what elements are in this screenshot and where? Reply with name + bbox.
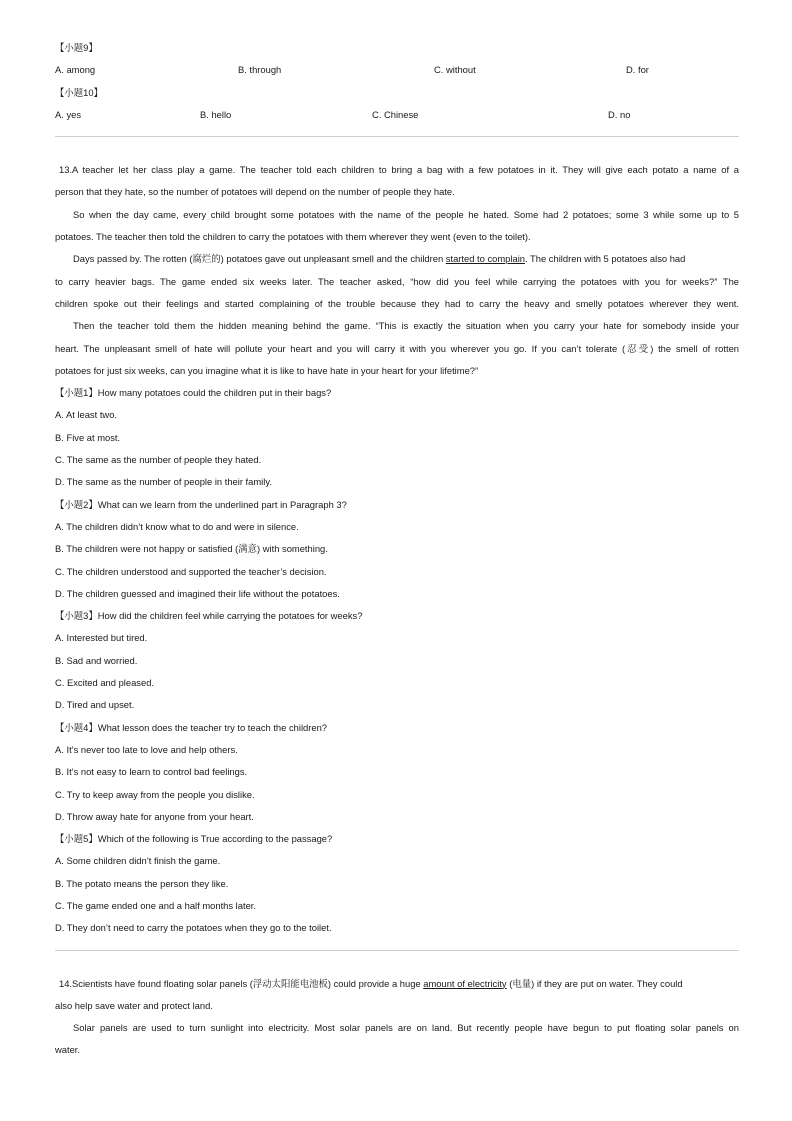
option-10-b: B. hello	[200, 108, 232, 120]
question-3-option: A. Interested but tired.	[55, 632, 148, 644]
question-4-option: B. It’s not easy to learn to control bad feelings.	[55, 766, 248, 778]
passage-14-line: water.	[55, 1044, 81, 1056]
question-5-option: D. They don’t need to carry the potatoes when they go to the toilet.	[55, 922, 332, 934]
question-2-option: C. The children understood and supported the teacher’s decision.	[55, 565, 327, 577]
question-4-option: D. Throw away hate for anyone from your heart.	[55, 810, 254, 822]
section-divider	[55, 950, 739, 951]
question-4-option: C. Try to keep away from the people you dislike.	[55, 788, 255, 800]
passage-13-line: person that they hate, so the number of potatoes will depend on the number of people they hate.	[55, 186, 455, 198]
question-5-option: A. Some children didn’t finish the game.	[55, 855, 221, 867]
passage-13-line: to carry heavier bags. The game ended six weeks later. The teacher asked, “how did you feel while carrying the potatoes with you for weeks?” The	[55, 275, 739, 287]
question-1-option: A. At least two.	[55, 409, 118, 421]
question-2-option: A. The children didn’t know what to do and were in silence.	[55, 520, 299, 532]
option-10-d: D. no	[608, 108, 631, 120]
question-2-option: B. The children were not happy or satisfied (满意) with something.	[55, 543, 328, 555]
passage-13-line: 13.A teacher let her class play a game. The teacher told each children to bring a bag with a few potatoes in it. They will give each potato a name of a	[59, 164, 739, 176]
question-stem-3: 【小题3】How did the children feel while carrying the potatoes for weeks?	[55, 610, 363, 622]
question-stem-4: 【小题4】What lesson does the teacher try to teach the children?	[55, 721, 328, 733]
passage-14-line: 14.Scientists have found floating solar panels (浮动太阳能电池板) could provide a huge amount of electricity (电量) if they are put on water. They could	[59, 977, 683, 989]
option-10-c: C. Chinese	[372, 108, 419, 120]
question-stem-1: 【小题1】How many potatoes could the children put in their bags?	[55, 387, 332, 399]
question-1-option: B. Five at most.	[55, 431, 121, 443]
question-1-option: D. The same as the number of people in their family.	[55, 476, 272, 488]
question-3-option: D. Tired and upset.	[55, 699, 135, 711]
underlined-phrase: amount of electricity	[423, 977, 507, 989]
passage-13-line: Then the teacher told them the hidden meaning behind the game. “This is exactly the situation when you carry your hate for somebody inside your	[73, 320, 739, 332]
section-divider	[55, 136, 739, 137]
passage-14-line: also help save water and protect land.	[55, 999, 213, 1011]
question-3-option: B. Sad and worried.	[55, 654, 138, 666]
question-stem-5: 【小题5】Which of the following is True according to the passage?	[55, 833, 333, 845]
question-1-option: C. The same as the number of people they hated.	[55, 454, 262, 466]
passage-13-line: heart. The unpleasant smell of hate will pollute your heart and you will carry it with you wherever you go. If you can’t tolerate (忍受) the smell of rotten	[55, 342, 739, 354]
question-2-option: D. The children guessed and imagined their life without the potatoes.	[55, 587, 340, 599]
option-9-c: C. without	[434, 64, 476, 76]
document-page	[55, 37, 739, 1062]
option-9-b: B. through	[238, 64, 282, 76]
passage-13-line: potatoes for just six weeks, can you imagine what it is like to have hate in your heart for your lifetime?”	[55, 364, 479, 376]
option-9-d: D. for	[626, 64, 649, 76]
question-5-option: B. The potato means the person they like.	[55, 877, 229, 889]
question-label-9: 【小题9】	[55, 42, 98, 53]
option-10-a: A. yes	[55, 108, 82, 120]
options-row-9	[55, 59, 739, 81]
passage-13-line: So when the day came, every child brought some potatoes with the name of the people he hated. Some had 2 potatoes; some 3 while some up to 5	[73, 208, 739, 220]
passage-13-line: children spoke out their feelings and started complaining of the trouble because they had to carry the heavy and smelly potatoes wherever they went.	[55, 297, 739, 309]
underlined-phrase: started to complain	[445, 253, 525, 265]
options-row-10	[55, 104, 739, 126]
question-3-option: C. Excited and pleased.	[55, 677, 155, 689]
question-label-10: 【小题10】	[55, 86, 103, 98]
passage-13-line: potatoes. The teacher then told the children to carry the potatoes with them wherever they went (even to the toilet).	[55, 231, 531, 243]
question-4-option: A. It’s never too late to love and help others.	[55, 743, 238, 755]
passage-14-line: Solar panels are used to turn sunlight into electricity. Most solar panels are on land. But recently people have begun to put floating solar panels on	[73, 1022, 739, 1034]
option-9-a: A. among	[55, 64, 96, 76]
question-stem-2: 【小题2】What can we learn from the underlined part in Paragraph 3?	[55, 498, 347, 510]
question-5-option: C. The game ended one and a half months later.	[55, 899, 257, 911]
passage-13-line: Days passed by. The rotten (腐烂的) potatoes gave out unpleasant smell and the children started to complain. The children with 5 potatoes also had	[73, 253, 686, 265]
